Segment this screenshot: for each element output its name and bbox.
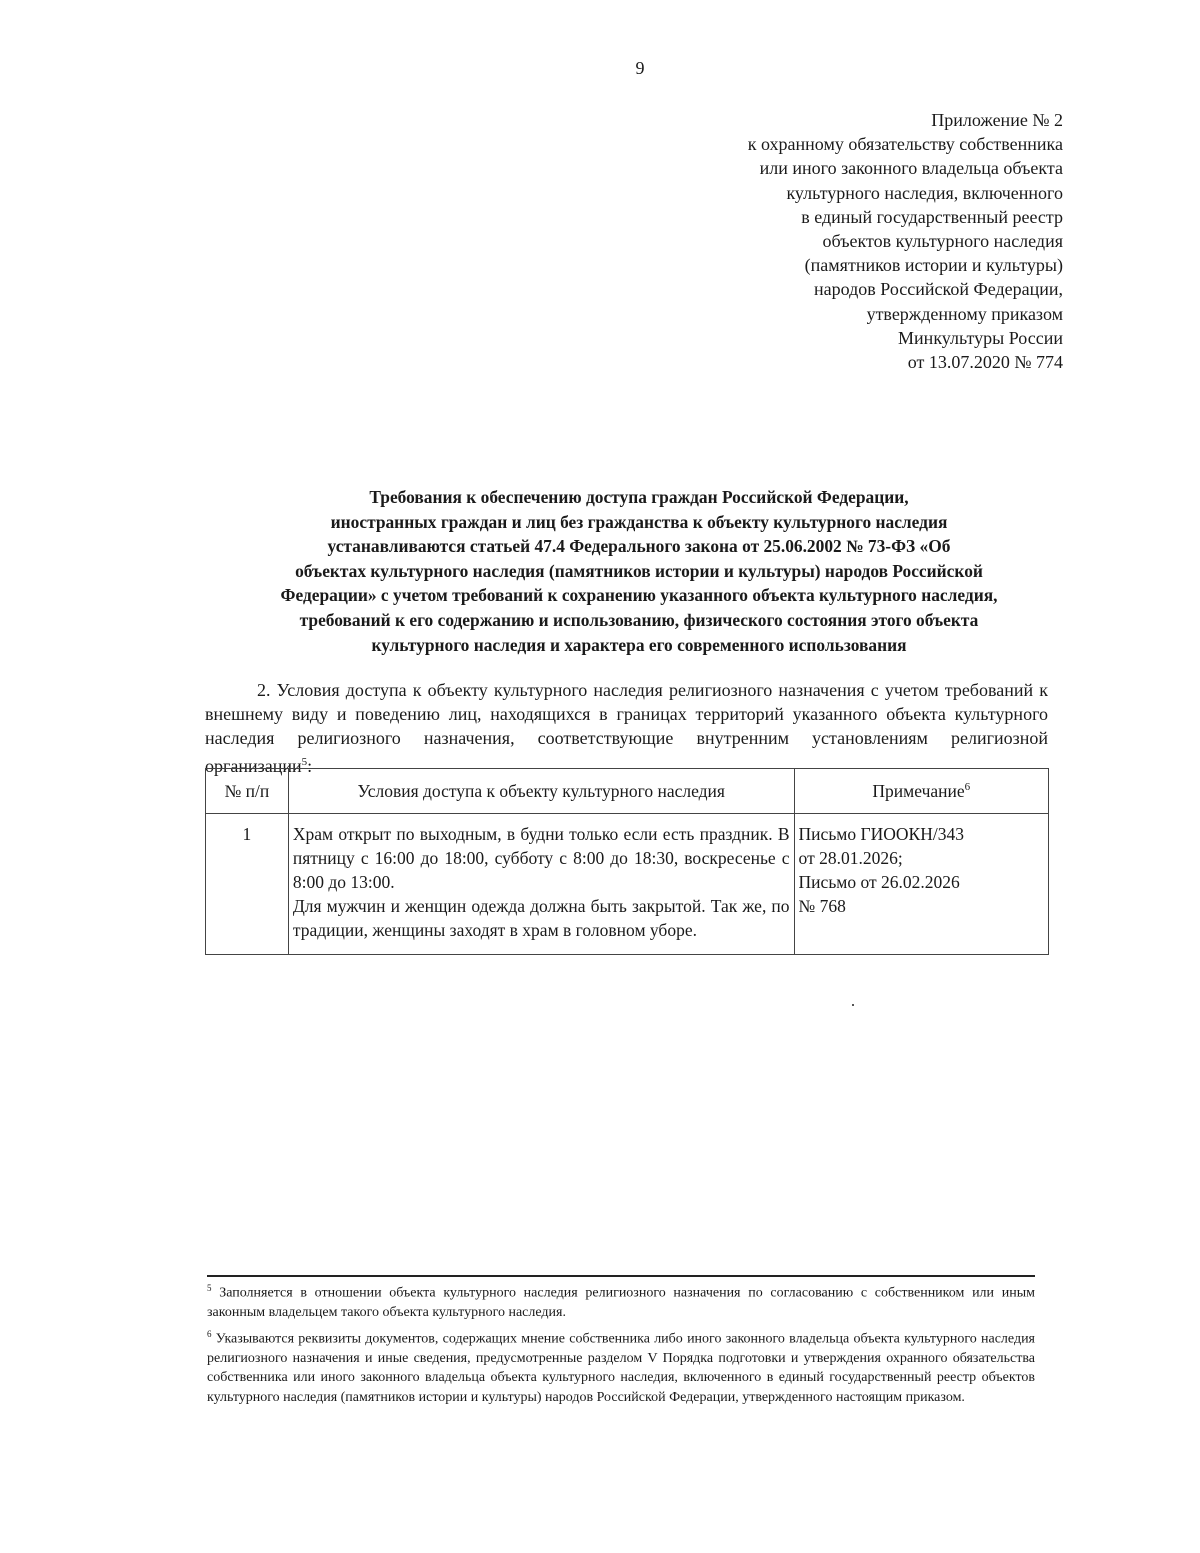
- table-header-row: [206, 769, 1049, 814]
- title-line: Федерации» с учетом требований к сохранению указанного объекта культурного наследия,: [280, 585, 998, 606]
- cell-conditions: Храм открыт по выходным, в будни только если есть праздник. В пятницу с 16:00 до 18:00, субботу с 8:00 до 18:30, воскресенье с 8:00 до 13:00. Для мужчин и женщин одежда должна быть закрытой. Так же, по традиции, женщины заходят в храм в головном уборе.: [288, 814, 794, 955]
- scan-speck: [852, 1004, 854, 1006]
- footnote-5: [207, 1279, 1035, 1323]
- title-line: требований к его содержанию и использованию, физического состояния этого объекта: [299, 609, 979, 630]
- paragraph-end: :: [307, 756, 313, 776]
- appendix-line: утвержденному приказом: [866, 303, 1063, 324]
- appendix-line: Приложение № 2: [931, 110, 1063, 130]
- paragraph-body: 2. Условия доступа к объекту культурного наследия религиозного назначения с учетом требований к внешнему виду и поведению лиц, находящихся в границах территорий указанного объекта культурного наследия религиозного назначения, соответствующие внутренним установлениям религиозной организации: [205, 680, 1048, 776]
- appendix-line: объектов культурного наследия: [822, 231, 1063, 252]
- table-row: [206, 814, 1049, 955]
- header-num: № п/п: [206, 769, 289, 814]
- title-line: объектах культурного наследия (памятников истории и культуры) народов Российской: [295, 560, 983, 581]
- title-line: культурного наследия и характера его современного использования: [371, 634, 907, 655]
- appendix-header: [748, 108, 1063, 374]
- appendix-line: (памятников истории и культуры): [804, 255, 1063, 276]
- title-line: устанавливаются статьей 47.4 Федерального закона от 25.06.2002 № 73-ФЗ «Об: [327, 536, 951, 557]
- cell-note: Письмо ГИООКН/343 от 28.01.2026; Письмо от 26.02.2026 № 768: [794, 814, 1048, 955]
- footnote-ref-6: 6: [964, 780, 971, 793]
- document-title: [205, 485, 1073, 657]
- appendix-line: от 13.07.2020 № 774: [907, 352, 1063, 373]
- appendix-line: к охранному обязательству собственника: [747, 134, 1063, 155]
- footnote-text: Заполняется в отношении объекта культурного наследия религиозного назначения по согласованию с собственником или иным законным владельцем такого объекта культурного наследия.: [207, 1285, 1035, 1321]
- cell-num: 1: [206, 814, 289, 955]
- title-line: иностранных граждан и лиц без гражданства к объекту культурного наследия: [330, 511, 948, 532]
- access-conditions-table: [205, 768, 1049, 955]
- title-line: Требования к обеспечению доступа граждан Российской Федерации,: [369, 487, 909, 507]
- footnote-mark: 5: [207, 1283, 212, 1293]
- footnote-divider: [207, 1275, 1035, 1277]
- paragraph-text: [205, 678, 1048, 778]
- appendix-line: народов Российской Федерации,: [814, 279, 1063, 300]
- appendix-line: культурного наследия, включенного: [786, 182, 1063, 203]
- footnote-ref-5: 5: [301, 756, 308, 768]
- appendix-line: Минкультуры России: [898, 327, 1063, 348]
- appendix-line: или иного законного владельца объекта: [759, 158, 1063, 179]
- footnote-6: [207, 1325, 1035, 1408]
- footnote-text: Указываются реквизиты документов, содержащих мнение собственника либо иного законного владельца объекта культурного наследия религиозного назначения и иные сведения, предусмотренные разделом V Порядка подготовки и утверждения охранного обязательства собственника или иного законного владельца объекта культурного наследия, включенного в единый государственный реестр объектов культурного наследия (памятников истории и культуры) народов Российской Федерации, утвержденного настоящим приказом.: [207, 1331, 1035, 1405]
- footnotes: [207, 1279, 1035, 1409]
- header-conditions: Условия доступа к объекту культурного наследия: [288, 769, 794, 814]
- section-paragraph: [205, 678, 1048, 778]
- appendix-line: в единый государственный реестр: [801, 206, 1063, 227]
- page-number: 9: [635, 58, 645, 78]
- header-note-label: Примечание: [872, 780, 965, 801]
- footnote-mark: 6: [207, 1328, 212, 1339]
- header-note: [794, 769, 1048, 814]
